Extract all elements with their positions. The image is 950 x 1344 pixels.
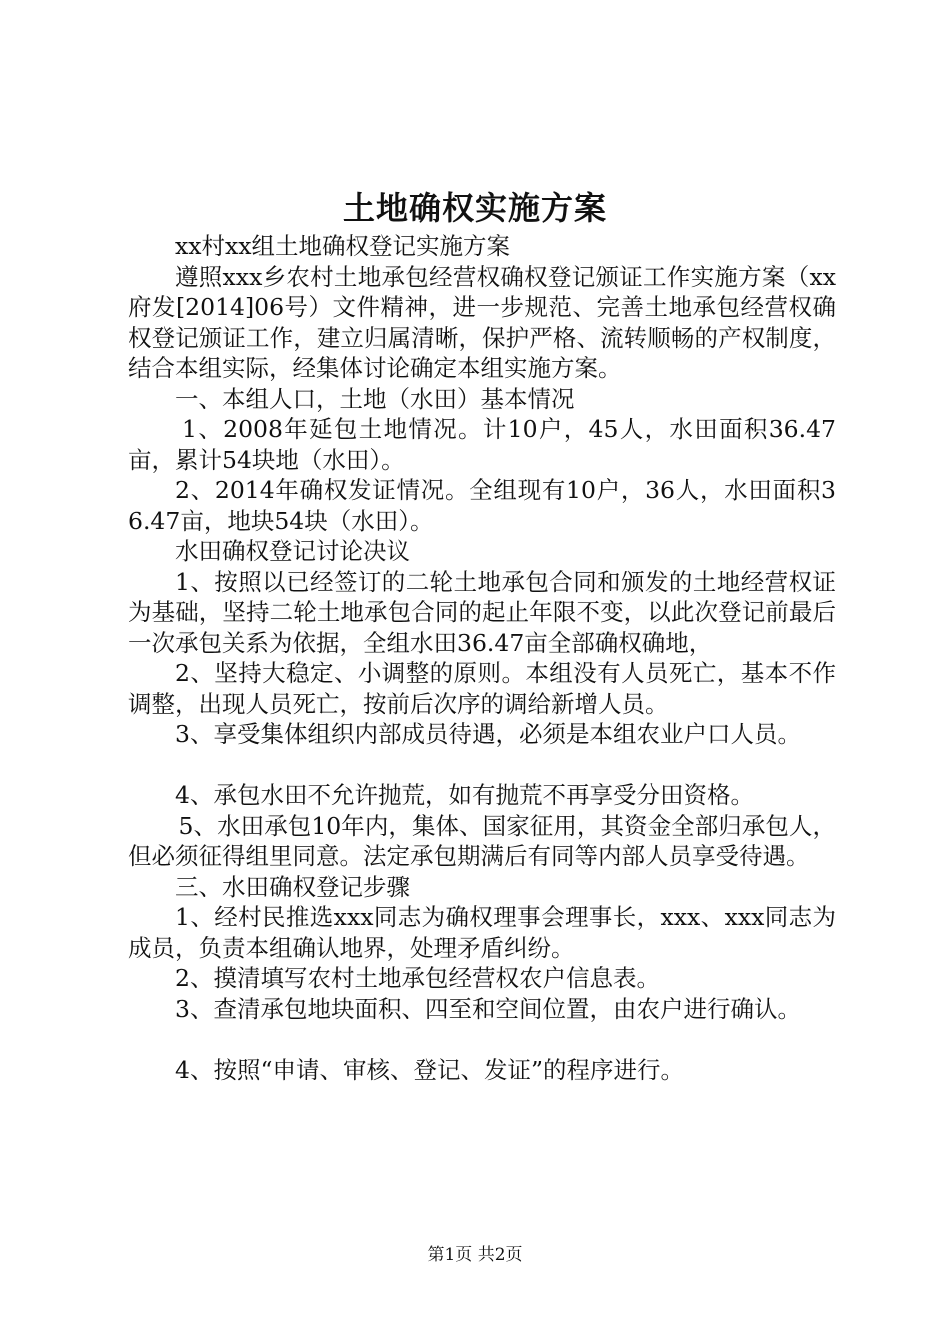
section-heading-3: 三、水田确权登记步骤 (175, 872, 410, 901)
section-heading-1: 一、本组人口，土地（水田）基本情况 (175, 384, 575, 413)
resolution-item-2: 2、坚持大稳定、小调整的原则。本组没有人员死亡，基本不作调整，出现人员死亡，按前后次序的调给新增人员。 (128, 659, 836, 718)
paragraph-intro: 遵照xxx乡农村土地承包经营权确权登记颁证工作实施方案（xx府发[2014]06号）文件精神，进一步规范、完善土地承包经营权确权登记颁证工作，建立归属清晰，保护严格、流转顺畅的产权制度，结合本组实际，经集体讨论确定本组实施方案。 (128, 262, 836, 382)
resolution-item-1: 1、按照以已经签订的二轮土地承包合同和颁发的土地经营权证为基础，坚持二轮土地承包合同的起止年限不变，以此次登记前最后一次承包关系为依据，全组水田36.47亩全部确权确地， (128, 567, 836, 657)
resolution-item-4: 4、承包水田不允许抛荒，如有抛荒不再享受分田资格。 (175, 781, 754, 809)
resolution-item-5: 5、水田承包10年内，集体、国家征用，其资金全部归承包人，但必须征得组里同意。法定承包期满后有同等内部人员享受待遇。 (128, 811, 836, 870)
paragraph-subtitle: xx村xx组土地确权登记实施方案 (175, 232, 511, 260)
step-item-4: 4、按照“申请、审核、登记、发证”的程序进行。 (175, 1055, 684, 1084)
section-heading-resolution: 水田确权登记讨论决议 (175, 537, 410, 565)
page-footer: 第1页 共2页 (427, 1245, 523, 1265)
step-item-3: 3、查清承包地块面积、四至和空间位置，由农户进行确认。 (175, 994, 801, 1023)
paragraph-2008: 1、2008年延包土地情况。计10户，45人，水田面积36.47亩，累计54块地（水田）。 (128, 415, 836, 474)
document-body (128, 231, 836, 1085)
step-item-1: 1、经村民推选xxx同志为确权理事会理事长，xxx、xxx同志为成员，负责本组确认地界，处理矛盾纠纷。 (128, 903, 836, 962)
blank-line (128, 1024, 836, 1055)
blank-line (128, 750, 836, 781)
step-item-2: 2、摸清填写农村土地承包经营权农户信息表。 (175, 964, 660, 992)
paragraph-2014: 2、2014年确权发证情况。全组现有10户，36人，水田面积36.47亩，地块54块（水田）。 (128, 476, 836, 535)
resolution-item-3: 3、享受集体组织内部成员待遇，必须是本组农业户口人员。 (175, 720, 801, 748)
document-title: 土地确权实施方案 (342, 189, 607, 227)
